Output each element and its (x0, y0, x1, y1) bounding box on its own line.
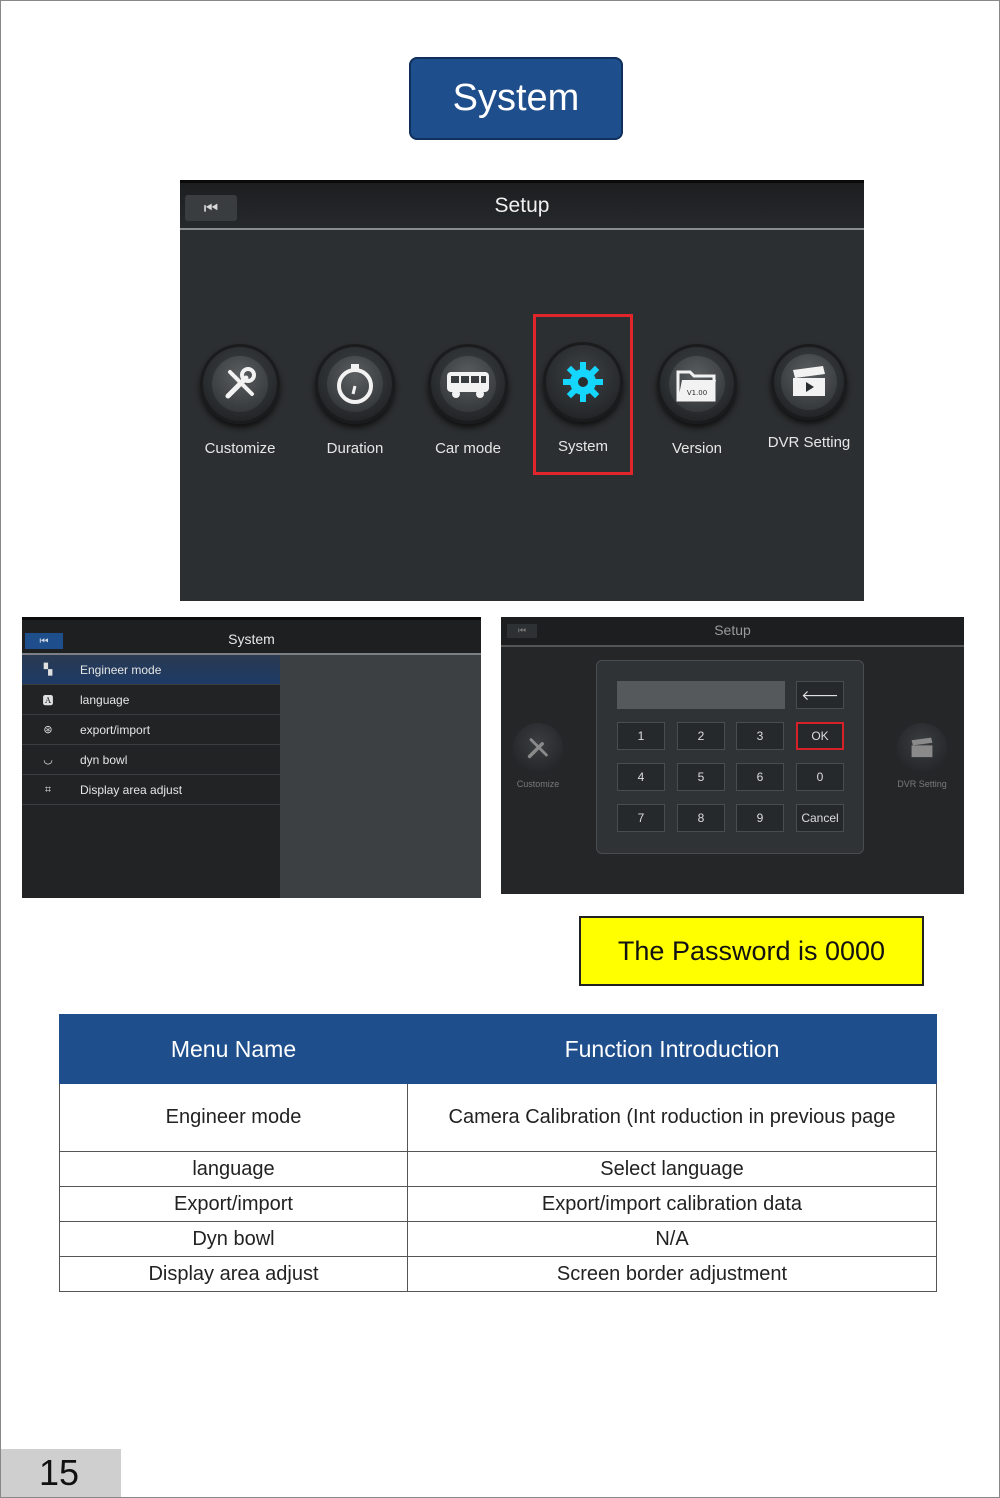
list-item-display-area-adjust[interactable] (22, 775, 280, 805)
page-number: 15 (1, 1449, 121, 1497)
setup-title-bar (180, 180, 864, 230)
dimmed-label: DVR Setting (897, 779, 947, 789)
key-4[interactable]: 4 (617, 763, 665, 791)
wrench-screwdriver-icon (513, 723, 563, 773)
wrench-screwdriver-icon (212, 356, 268, 412)
table-cell: Select language (408, 1152, 937, 1187)
grid-icon: ▚ (43, 663, 53, 676)
list-item-label: Engineer mode (80, 662, 162, 677)
password-note: The Password is 0000 (579, 916, 924, 986)
menu-label: DVR Setting (767, 434, 851, 451)
menu-label: Duration (326, 440, 384, 457)
table-cell: Export/import calibration data (408, 1187, 937, 1222)
key-6[interactable]: 6 (736, 763, 784, 791)
menu-item-version[interactable] (642, 344, 752, 457)
key-5[interactable]: 5 (677, 763, 725, 791)
table-header-row (60, 1015, 937, 1084)
back-icon[interactable]: ⏮ (25, 633, 63, 649)
setup-title: Setup (494, 194, 550, 217)
system-menu-list (22, 655, 280, 898)
list-item-label: language (80, 692, 130, 707)
column-header-menu-name: Menu Name (60, 1015, 408, 1084)
menu-item-duration[interactable] (300, 344, 410, 457)
table-row (60, 1187, 937, 1222)
menu-item-dvr-setting[interactable] (754, 344, 864, 451)
list-item-dyn-bowl[interactable] (22, 745, 280, 775)
menu-function-table (59, 1014, 937, 1292)
clapperboard-icon (781, 354, 837, 410)
back-icon[interactable]: ⏮ (507, 624, 537, 638)
list-item-language[interactable] (22, 685, 280, 715)
key-7[interactable]: 7 (617, 804, 665, 832)
backspace-icon[interactable]: 🡐 (796, 681, 844, 709)
key-3[interactable]: 3 (736, 722, 784, 750)
version-text: V1.00 (686, 389, 708, 397)
list-item-label: dyn bowl (80, 752, 128, 767)
system-detail-pane (280, 655, 481, 898)
password-screen (501, 617, 964, 894)
table-cell: Dyn bowl (60, 1222, 408, 1257)
dimmed-item-dvr-setting (887, 723, 957, 789)
list-item-export-import[interactable] (22, 715, 280, 745)
table-cell: N/A (408, 1222, 937, 1257)
table-row (60, 1152, 937, 1187)
system-title: System (228, 631, 275, 647)
menu-label: Car mode (435, 440, 501, 457)
key-0[interactable]: 0 (796, 763, 844, 791)
system-title-bar (22, 617, 481, 655)
key-2[interactable]: 2 (677, 722, 725, 750)
bus-icon (440, 356, 496, 412)
menu-item-car-mode[interactable] (413, 344, 523, 457)
password-keypad-dialog (596, 660, 864, 854)
table-cell: Screen border adjustment (408, 1257, 937, 1292)
back-icon[interactable]: ⏮ (185, 195, 237, 221)
stopwatch-icon (327, 356, 383, 412)
cancel-button[interactable]: Cancel (796, 804, 844, 832)
export-import-icon: ⊛ (43, 723, 53, 736)
key-9[interactable]: 9 (736, 804, 784, 832)
list-item-label: Display area adjust (80, 782, 183, 797)
clapperboard-icon (897, 723, 947, 773)
table-row (60, 1084, 937, 1152)
page-title: System (409, 57, 623, 140)
list-item-engineer-mode[interactable] (22, 655, 280, 685)
table-cell: Camera Calibration (Int roduction in previous page (408, 1084, 937, 1152)
column-header-function: Function Introduction (408, 1015, 937, 1084)
crop-frame-icon: ⌗ (44, 782, 52, 796)
dimmed-label: Customize (516, 779, 560, 789)
system-screen (22, 617, 481, 898)
bowl-icon: ◡ (43, 753, 53, 766)
menu-label: Version (671, 440, 723, 457)
key-8[interactable]: 8 (677, 804, 725, 832)
letter-a-icon: 🅰 (42, 693, 54, 707)
password-screen-title: Setup (714, 622, 751, 638)
table-cell: Export/import (60, 1187, 408, 1222)
table-row (60, 1222, 937, 1257)
dimmed-item-customize (503, 723, 573, 789)
menu-label: System (557, 438, 608, 455)
setup-screen (180, 180, 864, 601)
system-highlight-frame (533, 314, 633, 475)
folder-version-icon (669, 356, 725, 412)
key-1[interactable]: 1 (617, 722, 665, 750)
menu-label: Customize (204, 440, 276, 457)
table-cell: language (60, 1152, 408, 1187)
list-item-label: export/import (80, 722, 151, 737)
table-cell: Display area adjust (60, 1257, 408, 1292)
password-title-bar (501, 617, 964, 647)
table-cell: Engineer mode (60, 1084, 408, 1152)
table-row (60, 1257, 937, 1292)
password-input[interactable] (617, 681, 785, 709)
menu-item-customize[interactable] (185, 344, 295, 457)
ok-button[interactable]: OK (796, 722, 844, 750)
